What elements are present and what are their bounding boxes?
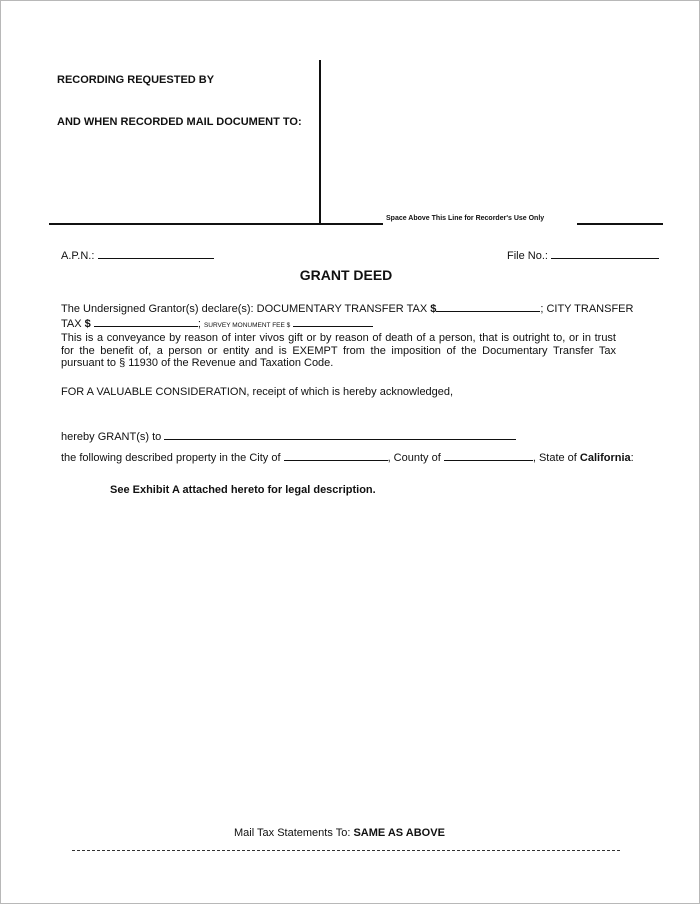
dashed-separator <box>72 850 620 851</box>
tax-declaration-line-2 <box>61 316 631 333</box>
apn-field <box>61 248 214 262</box>
property-prefix: the following described property in the City of <box>61 452 284 464</box>
file-no-field <box>507 248 659 262</box>
tax-label: TAX <box>61 317 85 330</box>
city-tax-blank[interactable] <box>94 316 198 327</box>
consideration-text: FOR A VALUABLE CONSIDERATION, receipt of which is hereby acknowledged, <box>61 386 454 398</box>
colon: : <box>630 452 634 464</box>
city-dollar-sign: $ <box>84 317 91 330</box>
state-name: California <box>579 452 631 464</box>
mail-tax-label: Mail Tax Statements To: <box>234 827 354 839</box>
dollar-sign: $ <box>430 303 437 315</box>
state-label: , State of <box>532 452 580 464</box>
mail-document-to-label: AND WHEN RECORDED MAIL DOCUMENT TO: <box>57 116 302 128</box>
semicolon: ; <box>197 317 204 330</box>
conveyance-text: This is a conveyance by reason of inter vivos gift or by reason of death of a person, that is outright to, or in trust for the benefit of, a person or entity and is EXEMPT from the imposition of the Documentary Transfer Tax pursuant to § 11930 of the Revenue and Taxation Code. <box>61 332 616 369</box>
county-label: , County of <box>387 452 444 464</box>
file-no-blank[interactable] <box>551 248 659 259</box>
mail-tax-statements <box>234 827 445 839</box>
city-transfer-text: ; CITY TRANSFER <box>540 303 634 315</box>
county-blank[interactable] <box>444 450 533 461</box>
tax-declaration-line-1 <box>61 301 634 316</box>
recorder-line-right <box>577 223 663 225</box>
recorder-use-note: Space Above This Line for Recorder's Use Only <box>386 215 545 222</box>
city-blank[interactable] <box>284 450 388 461</box>
grants-label: hereby GRANT(s) to <box>61 431 165 443</box>
mail-tax-value: SAME AS ABOVE <box>353 827 445 839</box>
recorder-line-left <box>49 223 383 225</box>
file-no-label: File No.: <box>507 250 548 262</box>
survey-fee-label: SURVEY MONUMENT FEE $ <box>203 321 291 329</box>
recording-requested-label: RECORDING REQUESTED BY <box>57 74 215 86</box>
tax-declaration-paragraph <box>61 301 634 370</box>
grants-line <box>61 429 516 443</box>
apn-blank[interactable] <box>98 248 214 259</box>
apn-label: A.P.N.: <box>61 250 95 262</box>
recording-box-divider <box>319 60 321 225</box>
documentary-tax-blank[interactable] <box>436 301 540 312</box>
declare-text: The Undersigned Grantor(s) declare(s): DOCUMENTARY TRANSFER TAX <box>61 303 431 315</box>
property-line <box>61 450 634 464</box>
survey-fee-blank[interactable] <box>293 316 373 327</box>
grantee-blank[interactable] <box>164 429 516 440</box>
exhibit-note: See Exhibit A attached hereto for legal description. <box>110 484 376 496</box>
document-title: GRANT DEED <box>299 267 393 283</box>
